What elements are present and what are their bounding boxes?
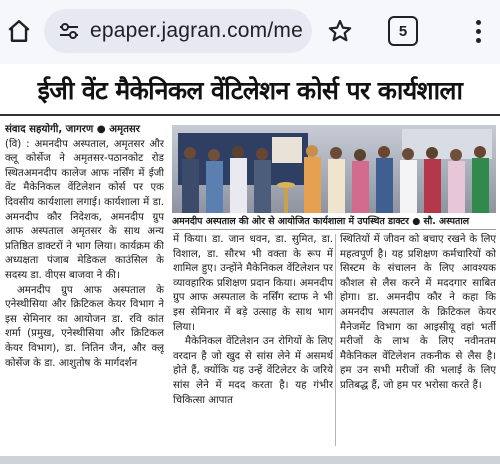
article-headline <box>0 66 500 116</box>
paragraph: में किया। डा. जान धवन, डा. सुमित, डा. विशाल, डा. सौरभ भी वक्ता के रूप में शामिल हुए। उन्होंने मैकेनिकल वेंटिलेशन पर व्यावहारिक प्रशिक्षण प्रदान किया। अमनदीप ग्रुप आफ अस्पताल के नर्सिंग स्टाफ ने भी इस सेमिनार में बड़े उत्साह के साथ भाग लिया। <box>173 234 333 333</box>
address-bar[interactable] <box>44 9 312 53</box>
tabs-button[interactable] <box>388 16 418 46</box>
article-column-middle <box>173 233 333 448</box>
home-button[interactable] <box>2 14 36 48</box>
event-photo <box>172 125 496 213</box>
photo-caption: अमनदीप अस्पताल की ओर से आयोजित कार्यशाला में उपस्थित डाक्टर ● सौ. अस्पताल <box>172 214 496 230</box>
paragraph: स्थितियों में जीवन को बचाए रखने के लिए महत्वपूर्ण है। यह प्रशिक्षण कर्मचारियों को सिस्टम के संचालन के लिए आवश्यक कौशल से लैस करने में मददगार साबित होगा। डा. अमनदीप कौर ने कहा कि अमनदीप अस्पताल के क्रिटिकल केयर मैनेजमेंट विभाग का आइसीयू वहां भर्ती मरीजों के लाभ के लिए नवीनतम मैकेनिकल वेंटिलेशन तकनीक से लैस है। हम उन सभी मरीजों की भलाई के लिए प्रतिबद्ध हैं, जो हम पर भरोसा करते हैं। <box>340 234 496 391</box>
home-icon <box>6 18 32 44</box>
paragraph: अमनदीप ग्रुप आफ अस्पताल के एनेस्थीसिया और क्रिटिकल केयर विभाग ने इस सेमिनार का आयोजन डा. रवि कांत शर्मा (प्रमुख, एनेस्थीसिया और क्रिटिकल केयर विभाग), डा. नितिन जैन, और क्लू कोर्सेज के डा. आशुतोष के मार्गदर्शन <box>5 284 164 369</box>
bookmark-button[interactable] <box>323 14 357 48</box>
dateline: संवाद सहयोगी, जागरण ● अमृतसर <box>5 124 140 135</box>
more-vert-icon[interactable] <box>468 14 488 48</box>
tab-count: 5 <box>398 22 408 40</box>
paragraph: (वि) : अमनदीप अस्पताल, अमृतसर और क्लू कोर्सेज ने अमृतसर-पठानकोट रोड स्थितअमनदीप कालेज आफ नर्सिंग में ईजी वेंट मैकेनिकल वेंटिलेशन कोर्स पर एक दिवसीय कार्यशाला लगाई। कार्यशाला में डा. अमनदीप कौर निदेशक, अमनदीप ग्रुप आफ अस्पताल अमृतसर के साथ अन्य प्रतिष्ठित डाक्टरों ने भाग लिया। कार्यक्रम की अध्यक्षता पंजाब मेडिकल काउंसिल के सदस्य डा. वीएस बाजवा ने की। <box>5 138 164 281</box>
browser-toolbar <box>0 0 500 64</box>
star-icon <box>327 18 353 44</box>
paragraph: मैकेनिकल वेंटिलेशन उन रोगियों के लिए वरदान है जो खुद से सांस लेने में असमर्थ होते हैं, क्योंकि यह उन्हें वेंटिलेटर के जरिये सांस लेने में मदद करता है। यह गंभीर चिकित्सा आपात <box>173 336 333 406</box>
article-column-left <box>5 123 164 448</box>
url-text[interactable]: epaper.jagran.com/me <box>90 19 303 42</box>
column-divider <box>335 234 336 446</box>
page-bottom-edge <box>0 456 500 464</box>
headline-text: ईजी वेंट मैकेनिकल वेंटिलेशन कोर्स पर कार्यशाला <box>37 76 463 105</box>
tune-icon[interactable] <box>54 16 84 46</box>
article-column-right <box>340 233 496 448</box>
